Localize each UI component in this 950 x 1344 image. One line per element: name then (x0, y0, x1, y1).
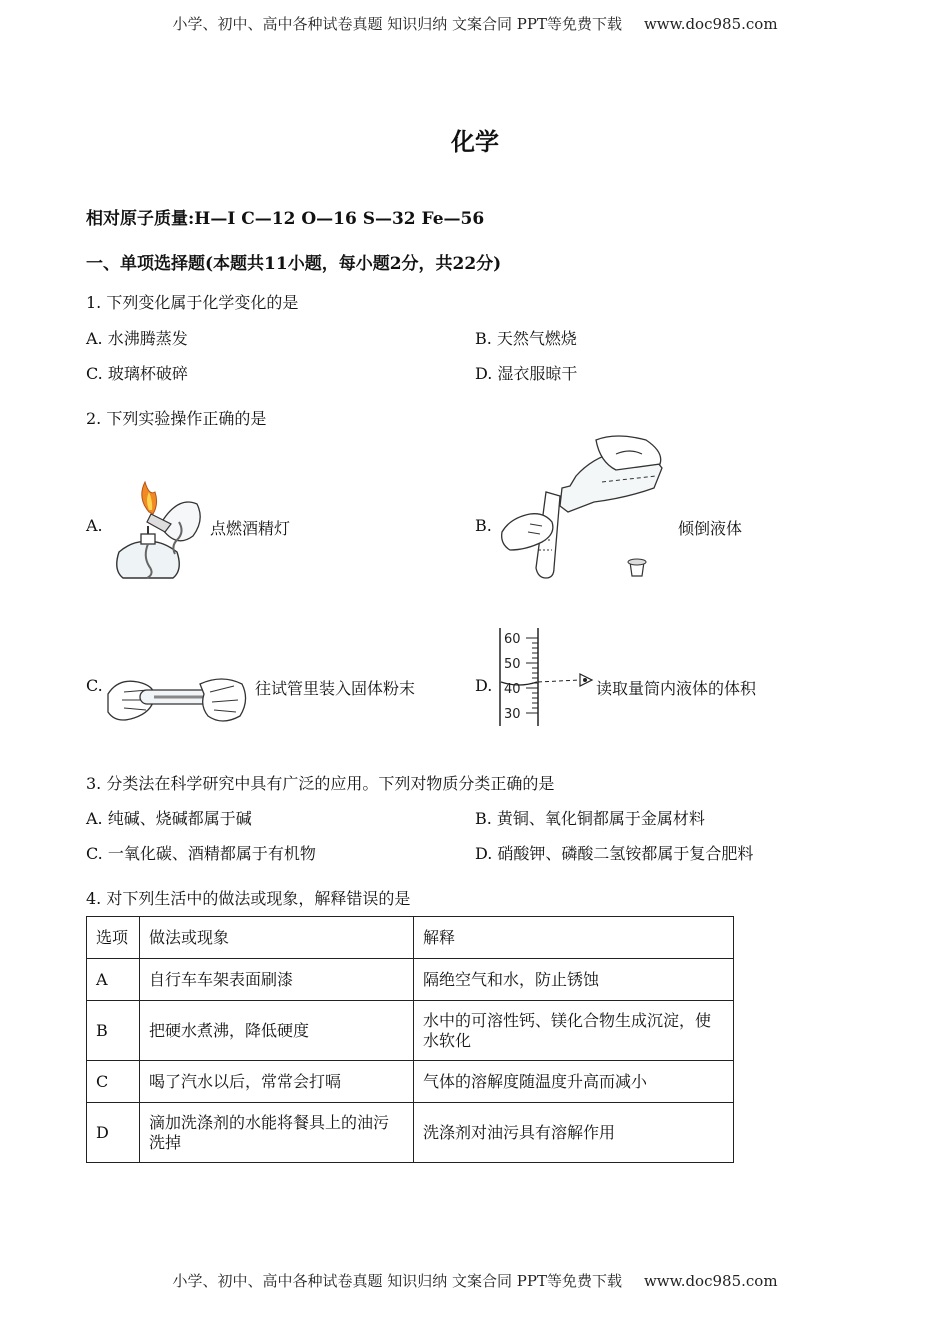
q2-option-b-text: 倾倒液体 (678, 519, 743, 538)
q3-option-b: B. 黄铜、氧化铜都属于金属材料 (475, 809, 705, 828)
tick-label: 60 (504, 632, 521, 647)
measuring-cylinder-figure (496, 626, 596, 730)
q3-option-a: A. 纯碱、烧碱都属于碱 (86, 809, 252, 828)
table-row (87, 959, 734, 1001)
q2-option-d-text: 读取量筒内液体的体积 (596, 679, 757, 698)
table-cell: 气体的溶解度随温度升高而减小 (414, 1061, 734, 1103)
table-header-cell: 选项 (87, 917, 140, 959)
q1-option-c: C. 玻璃杯破碎 (86, 364, 188, 383)
footer-text: 小学、初中、高中各种试卷真题 知识归纳 文案合同 PPT等免费下载 (172, 1272, 622, 1290)
table-cell: 隔绝空气和水，防止锈蚀 (414, 959, 734, 1001)
page-header (0, 13, 950, 34)
atomic-mass-line: 相对原子质量:H—I C—12 O—16 S—32 Fe—56 (86, 209, 485, 229)
page-title: 化学 (451, 127, 499, 156)
q1-option-d: D. 湿衣服晾干 (475, 364, 578, 383)
alcohol-lamp-figure (105, 478, 207, 586)
powder-tube-figure (104, 670, 250, 730)
table-cell: A (87, 959, 140, 1001)
table-header-cell: 做法或现象 (140, 917, 414, 959)
q2-option-c-letter: C. (86, 676, 103, 695)
table-cell: 水中的可溶性钙、镁化合物生成沉淀，使水软化 (414, 1001, 734, 1061)
q2-option-a-letter: A. (86, 516, 103, 535)
section-heading: 一、单项选择题(本题共11小题，每小题2分，共22分) (86, 254, 502, 274)
pouring-liquid-figure (496, 432, 666, 582)
q3-option-c: C. 一氧化碳、酒精都属于有机物 (86, 844, 316, 863)
q2-stem: 2. 下列实验操作正确的是 (86, 409, 267, 428)
table-cell: 自行车车架表面刷漆 (140, 959, 414, 1001)
tick-label: 40 (504, 682, 521, 697)
tick-label: 30 (504, 707, 521, 722)
table-header-cell: 解释 (414, 917, 734, 959)
table-cell: 滴加洗涤剂的水能将餐具上的油污洗掉 (140, 1103, 414, 1163)
table-row (87, 1103, 734, 1163)
table-cell: 喝了汽水以后，常常会打嗝 (140, 1061, 414, 1103)
table-row (87, 1061, 734, 1103)
q1-option-a: A. 水沸腾蒸发 (86, 329, 188, 348)
q2-option-a-text: 点燃酒精灯 (210, 519, 291, 538)
footer-url[interactable]: www.doc985.com (643, 1272, 778, 1290)
table-header-row (87, 917, 734, 959)
tick-label: 50 (504, 657, 521, 672)
header-text: 小学、初中、高中各种试卷真题 知识归纳 文案合同 PPT等免费下载 (172, 15, 622, 33)
table-cell: C (87, 1061, 140, 1103)
page-footer (0, 1270, 950, 1291)
q3-stem: 3. 分类法在科学研究中具有广泛的应用。下列对物质分类正确的是 (86, 774, 555, 793)
q3-option-d: D. 硝酸钾、磷酸二氢铵都属于复合肥料 (475, 844, 754, 863)
q4-table (86, 916, 734, 1163)
q4-stem: 4. 对下列生活中的做法或现象，解释错误的是 (86, 889, 411, 908)
q2-option-c-text: 往试管里装入固体粉末 (255, 679, 416, 698)
q2-option-d-letter: D. (475, 676, 493, 695)
table-cell: B (87, 1001, 140, 1061)
q1-option-b: B. 天然气燃烧 (475, 329, 577, 348)
table-cell: D (87, 1103, 140, 1163)
table-cell: 把硬水煮沸，降低硬度 (140, 1001, 414, 1061)
table-cell: 洗涤剂对油污具有溶解作用 (414, 1103, 734, 1163)
q1-stem: 1. 下列变化属于化学变化的是 (86, 293, 299, 312)
table-row (87, 1001, 734, 1061)
q2-option-b-letter: B. (475, 516, 492, 535)
header-url[interactable]: www.doc985.com (643, 15, 778, 33)
